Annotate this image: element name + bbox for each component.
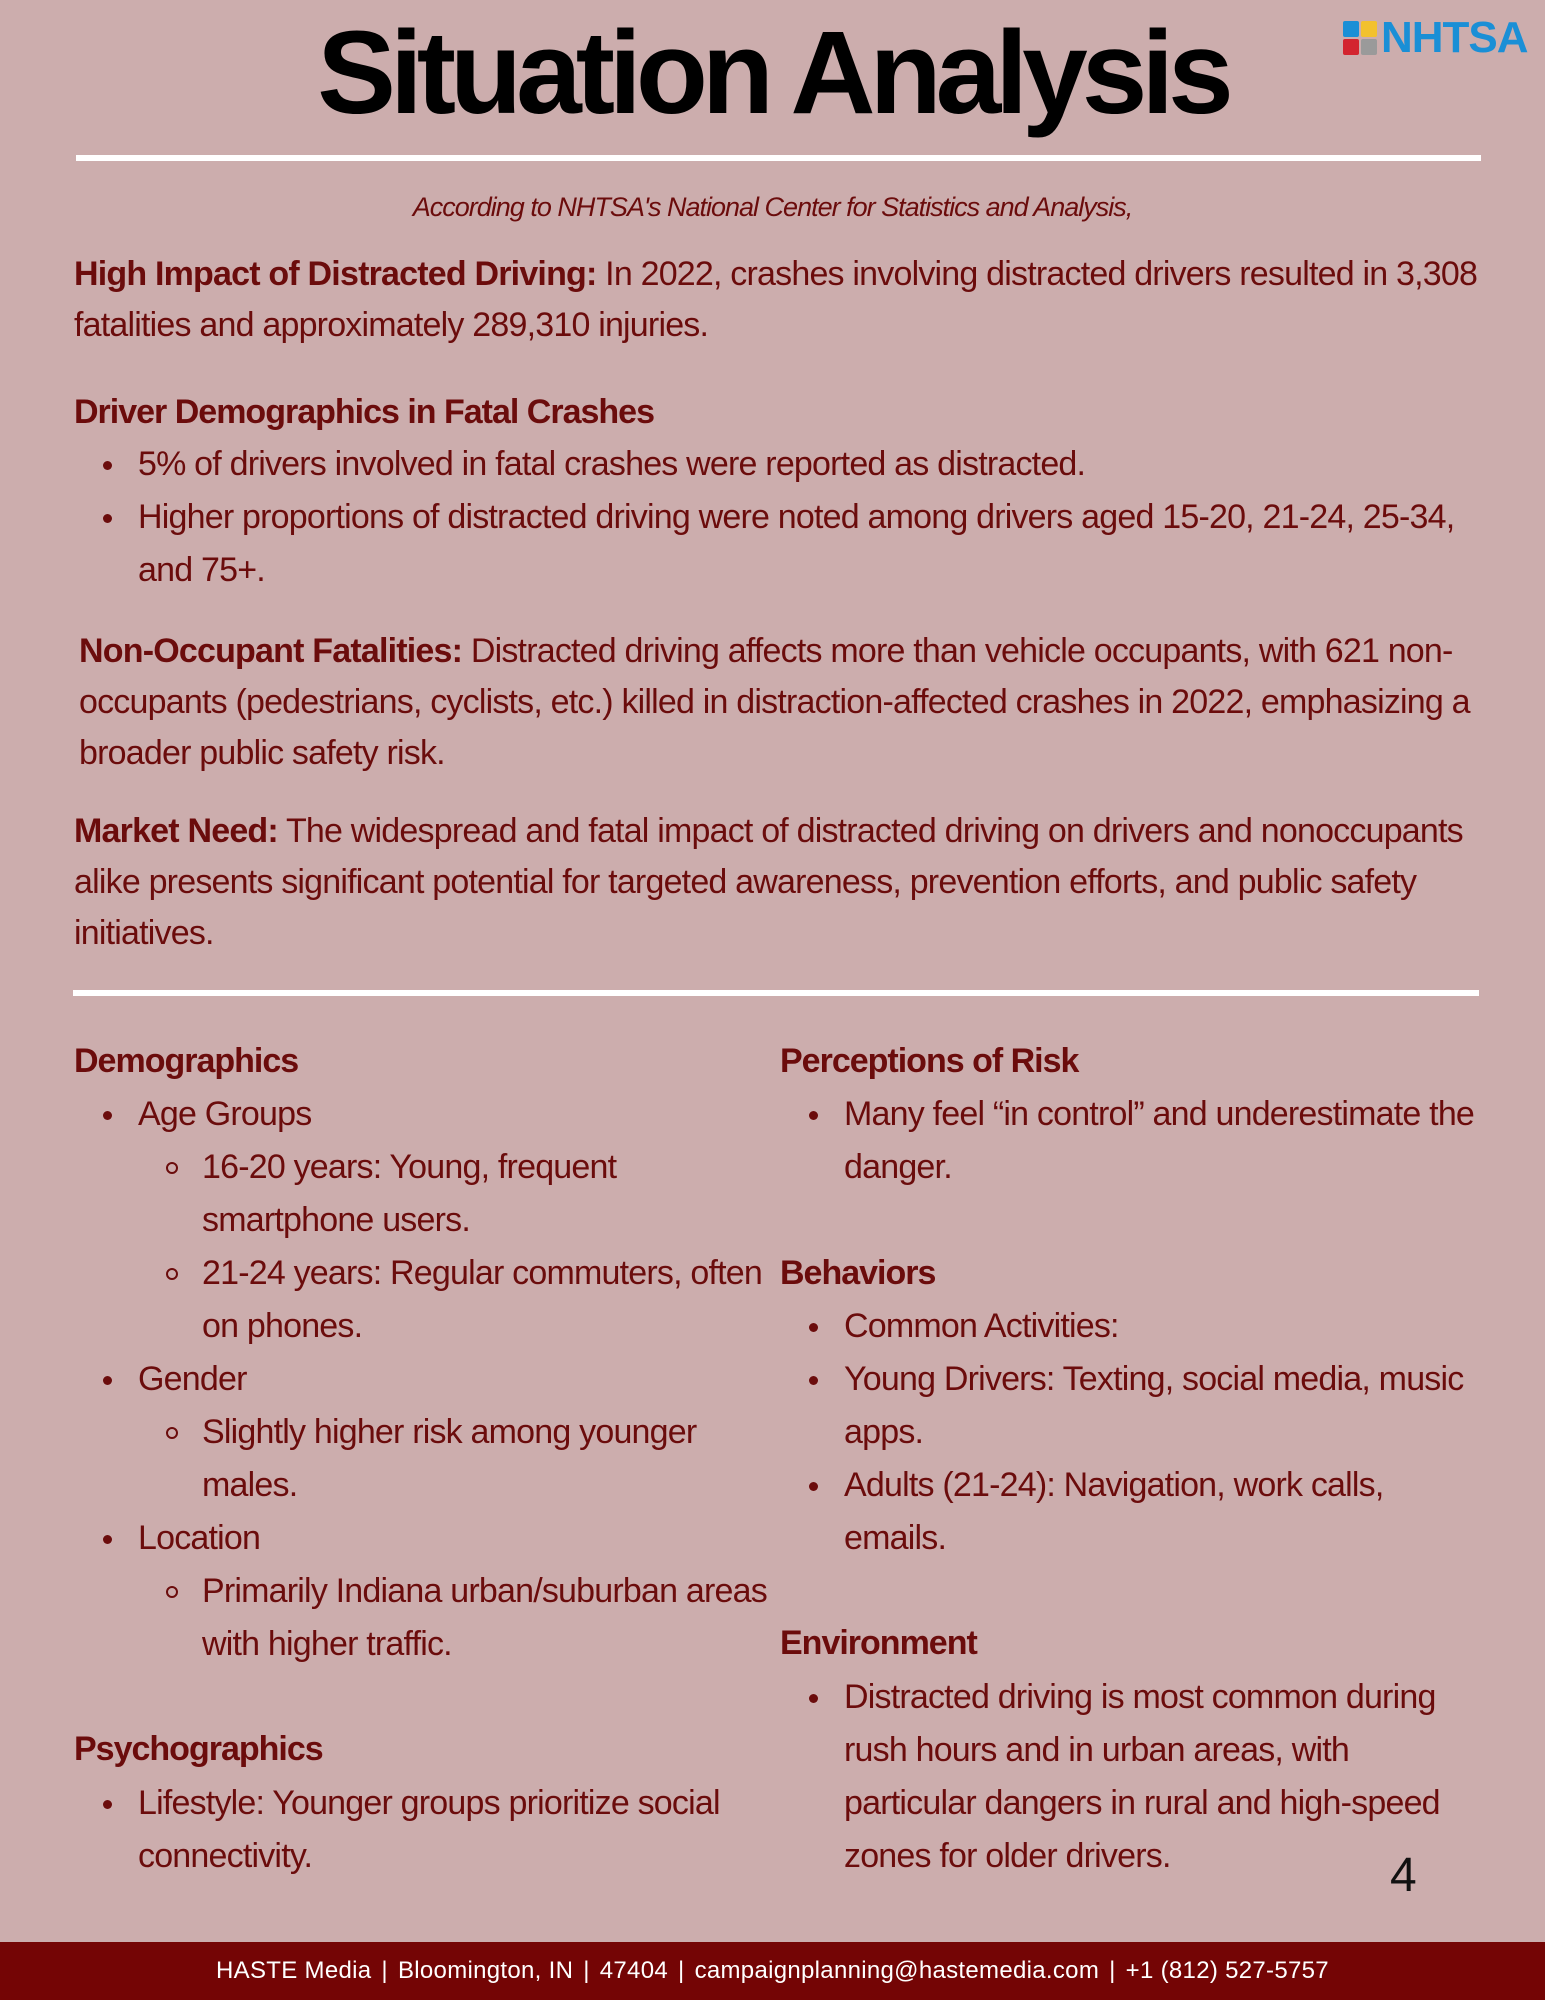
age-groups-list <box>74 1141 774 1353</box>
list-item: Slightly higher risk among younger males. <box>138 1406 774 1512</box>
list-item <box>74 1353 774 1512</box>
behaviors-heading: Behaviors <box>780 1254 936 1292</box>
footer-email[interactable]: campaignplanning@hastemedia.com <box>694 1957 1100 1984</box>
demographics-list <box>74 1088 774 1671</box>
non-occupant-paragraph <box>79 626 1499 779</box>
footer-separator: | <box>583 1957 590 1984</box>
footer-phone[interactable]: +1 (812) 527-5757 <box>1125 1957 1329 1984</box>
footer-separator: | <box>1109 1957 1116 1984</box>
list-item: Distracted driving is most common during rush hours and in urban areas, with particular dangers in rural and high-speed zones for older drivers. <box>780 1671 1480 1883</box>
nhtsa-logo <box>1343 13 1528 62</box>
logo-text: NHTSA <box>1381 13 1528 62</box>
perceptions-heading: Perceptions of Risk <box>780 1042 1079 1080</box>
driver-demographics-list <box>74 438 1494 597</box>
footer-zip: 47404 <box>599 1957 669 1984</box>
list-item: 16-20 years: Young, frequent smartphone users. <box>138 1141 774 1247</box>
gender-label: Gender <box>138 1360 247 1398</box>
footer-separator: | <box>381 1957 388 1984</box>
page-title: Situation Analysis <box>317 7 1228 139</box>
divider-middle <box>73 990 1479 996</box>
driver-demographics-heading: Driver Demographics in Fatal Crashes <box>74 393 655 431</box>
list-item: Adults (21-24): Navigation, work calls, emails. <box>780 1459 1480 1565</box>
demographics-heading: Demographics <box>74 1042 299 1080</box>
source-line: According to NHTSA's National Center for Statistics and Analysis, <box>412 192 1133 222</box>
list-item: Higher proportions of distracted driving were noted among drivers aged 15-20, 21-24, 25-34, and 75+. <box>74 491 1494 597</box>
list-item: Lifestyle: Younger groups prioritize social connectivity. <box>74 1777 774 1883</box>
footer-separator: | <box>678 1957 685 1984</box>
list-item: 5% of drivers involved in fatal crashes were reported as distracted. <box>74 438 1494 491</box>
divider-top <box>76 155 1481 161</box>
impact-text: In 2022, crashes involving distracted drivers resulted in 3,308 fatalities and approximately 289,310 injuries. <box>74 255 1478 344</box>
footer-company: HASTE Media <box>216 1957 372 1984</box>
nhtsa-logo-icon <box>1343 21 1377 55</box>
environment-list <box>780 1671 1480 1883</box>
age-groups-label: Age Groups <box>138 1095 312 1133</box>
market-need-label: Market Need: <box>74 812 278 850</box>
psychographics-list <box>74 1777 774 1883</box>
list-item <box>74 1512 774 1671</box>
gender-list <box>74 1406 774 1512</box>
page-number: 4 <box>1390 1849 1417 1902</box>
impact-paragraph <box>74 249 1494 351</box>
location-label: Location <box>138 1519 261 1557</box>
psychographics-heading: Psychographics <box>74 1730 323 1768</box>
location-list <box>74 1565 774 1671</box>
impact-label: High Impact of Distracted Driving: <box>74 255 597 293</box>
behaviors-list <box>780 1300 1480 1565</box>
non-occupant-text: Distracted driving affects more than vehicle occupants, with 621 non-occupants (pedestrians, cyclists, etc.) killed in distraction-affected crashes in 2022, emphasizing a broader public safety risk. <box>79 632 1470 772</box>
footer-city: Bloomington, IN <box>397 1957 574 1984</box>
list-item: Young Drivers: Texting, social media, music apps. <box>780 1353 1480 1459</box>
list-item: Common Activities: <box>780 1300 1480 1353</box>
list-item: Many feel “in control” and underestimate the danger. <box>780 1088 1480 1194</box>
list-item <box>74 1088 774 1353</box>
market-need-paragraph <box>74 806 1484 959</box>
non-occupant-label: Non-Occupant Fatalities: <box>79 632 463 670</box>
list-item: 21-24 years: Regular commuters, often on phones. <box>138 1247 774 1353</box>
perceptions-list <box>780 1088 1480 1194</box>
market-need-text: The widespread and fatal impact of distracted driving on drivers and nonoccupants alike presents significant potential for targeted awareness, prevention efforts, and public safety initiatives. <box>74 812 1463 952</box>
environment-heading: Environment <box>780 1624 977 1662</box>
list-item: Primarily Indiana urban/suburban areas with higher traffic. <box>138 1565 774 1671</box>
footer <box>0 1942 1545 2000</box>
